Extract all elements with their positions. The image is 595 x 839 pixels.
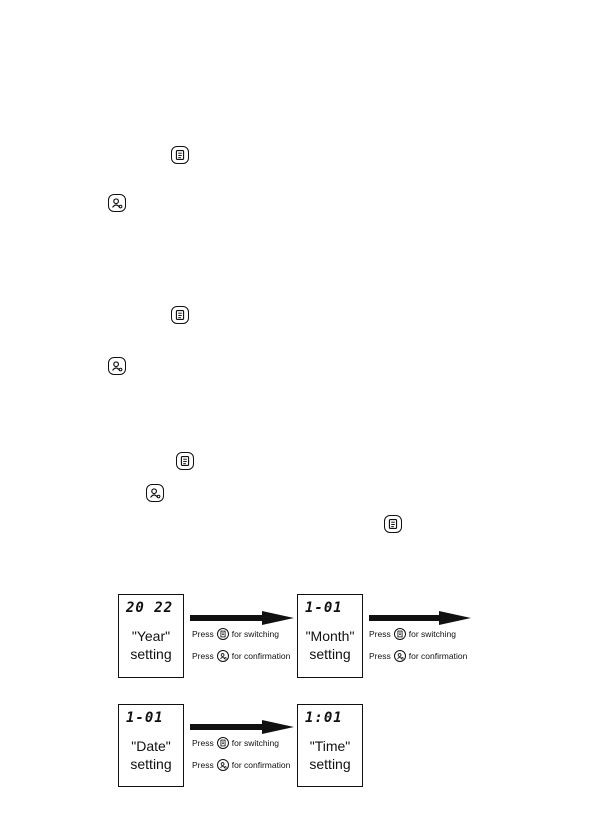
year-label-setting: setting <box>130 646 172 662</box>
user-button-icon <box>394 650 406 662</box>
date-label-setting: setting <box>130 756 172 772</box>
time-setting-box <box>297 704 363 787</box>
year-label: "Year" <box>131 628 171 644</box>
month-display: 1-01 <box>305 600 343 616</box>
time-display: 1:01 <box>305 710 343 726</box>
menu-button-icon <box>171 306 189 324</box>
hint-switch: Press for switching <box>192 738 279 748</box>
hint-confirm: Press for confirmation <box>192 651 291 661</box>
user-button-icon <box>146 484 164 502</box>
arrow-right-icon <box>190 720 294 734</box>
month-label-setting: setting <box>309 646 351 662</box>
date-label: "Date" <box>131 738 171 754</box>
menu-button-icon <box>171 146 189 164</box>
menu-button-icon <box>394 628 406 640</box>
arrow-right-icon <box>369 611 471 625</box>
user-button-icon <box>217 650 229 662</box>
menu-button-icon <box>384 515 402 533</box>
hint-confirm: Press for confirmation <box>369 651 468 661</box>
year-display: 20 22 <box>126 600 174 616</box>
year-setting-box <box>118 594 184 678</box>
user-button-icon <box>108 194 126 212</box>
hint-switch: Press for switching <box>369 629 456 639</box>
hint-confirm: Press for confirmation <box>192 760 291 770</box>
user-button-icon <box>217 759 229 771</box>
month-label: "Month" <box>305 628 355 644</box>
time-label-setting: setting <box>309 756 351 772</box>
menu-button-icon <box>217 737 229 749</box>
menu-button-icon <box>176 452 194 470</box>
date-setting-box <box>118 704 184 787</box>
month-setting-box <box>297 594 363 678</box>
time-label: "Time" <box>309 738 351 754</box>
menu-button-icon <box>217 628 229 640</box>
user-button-icon <box>108 357 126 375</box>
date-display: 1-01 <box>126 710 164 726</box>
arrow-right-icon <box>190 611 294 625</box>
hint-switch: Press for switching <box>192 629 279 639</box>
